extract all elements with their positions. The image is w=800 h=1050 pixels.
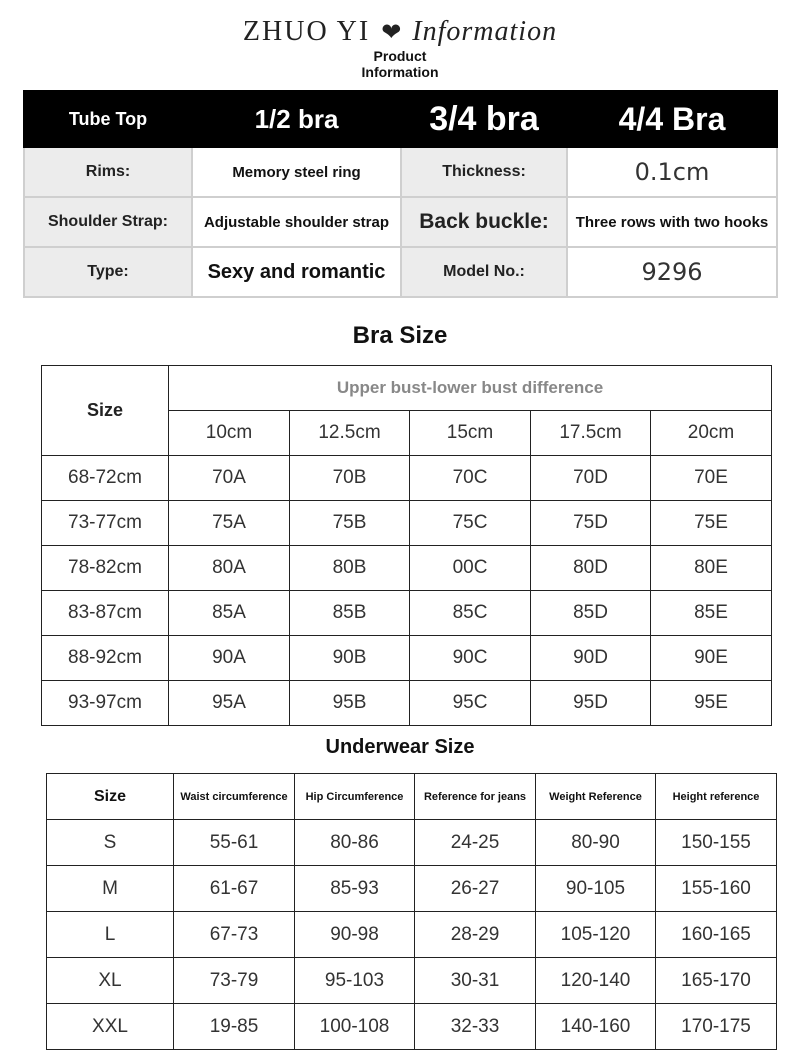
column-header: Hip Circumference [295,774,415,820]
table-cell: 70D [531,456,651,501]
table-row [47,958,777,1004]
table-cell: 95E [651,681,772,726]
table-row [42,636,772,681]
column-header: Size [47,774,174,820]
bra-size-header-row [42,366,772,411]
value-model-no: 9296 [567,247,777,297]
underwear-header-row [47,774,777,820]
table-cell: 85-93 [295,866,415,912]
table-row [42,501,772,546]
row-size: 73-77cm [42,501,169,546]
label-model-no: Model No.: [401,247,567,297]
table-cell: 75E [651,501,772,546]
table-cell: 95B [290,681,410,726]
table-cell: 75D [531,501,651,546]
table-cell: 90A [169,636,290,681]
table-cell: 28-29 [415,912,536,958]
table-cell: 95C [410,681,531,726]
table-cell: 80B [290,546,410,591]
table-cell: 26-27 [415,866,536,912]
row-size: 68-72cm [42,456,169,501]
label-type: Type: [24,247,192,297]
table-cell: 30-31 [415,958,536,1004]
table-cell: S [47,820,174,866]
table-cell: XL [47,958,174,1004]
row-size: 93-97cm [42,681,169,726]
table-row [42,681,772,726]
brand-tagline: Information [412,16,558,47]
table-cell: 90-98 [295,912,415,958]
brand-name: ZHUO YI [242,16,371,47]
table-cell: 70C [410,456,531,501]
table-cell: 155-160 [656,866,777,912]
column-header: 10cm [169,411,290,456]
row-size: 78-82cm [42,546,169,591]
table-cell: 90-105 [536,866,656,912]
table-row [47,912,777,958]
label-rims: Rims: [24,147,192,197]
column-header: 12.5cm [290,411,410,456]
page-subtitle [0,48,800,80]
header-full-bra: 4/4 Bra [567,91,777,147]
table-cell: 61-67 [174,866,295,912]
table-cell: 140-160 [536,1004,656,1050]
product-info-row [24,197,777,247]
product-info-row [24,147,777,197]
table-cell: 70E [651,456,772,501]
table-cell: 100-108 [295,1004,415,1050]
label-shoulder-strap: Shoulder Strap: [24,197,192,247]
table-cell: 85B [290,591,410,636]
table-row [47,820,777,866]
table-row [42,456,772,501]
table-cell: 90B [290,636,410,681]
underwear-size-table [46,773,777,1050]
table-cell: 70B [290,456,410,501]
value-back-buckle: Three rows with two hooks [567,197,777,247]
table-row [42,546,772,591]
table-cell: 120-140 [536,958,656,1004]
table-cell: 75C [410,501,531,546]
table-cell: 90D [531,636,651,681]
table-cell: 80-90 [536,820,656,866]
table-cell: 19-85 [174,1004,295,1050]
bra-size-title: Bra Size [352,322,448,349]
table-cell: 85A [169,591,290,636]
column-header: 20cm [651,411,772,456]
product-info-row [24,247,777,297]
table-cell: 150-155 [656,820,777,866]
table-cell: 95-103 [295,958,415,1004]
label-back-buckle: Back buckle: [401,197,567,247]
underwear-size-title: Underwear Size [325,736,475,758]
table-cell: 95D [531,681,651,726]
table-cell: 170-175 [656,1004,777,1050]
product-info-table [23,90,778,298]
column-header: 15cm [410,411,531,456]
column-header: Reference for jeans [415,774,536,820]
table-cell: 75A [169,501,290,546]
subtitle-line-2: Information [361,64,439,80]
header-three-quarter-bra: 3/4 bra [401,91,567,147]
column-header: 17.5cm [531,411,651,456]
label-thickness: Thickness: [401,147,567,197]
row-size: 88-92cm [42,636,169,681]
table-cell: 80-86 [295,820,415,866]
bra-size-header: Size [42,366,169,456]
table-cell: 85D [531,591,651,636]
bra-size-table [41,365,772,726]
table-cell: L [47,912,174,958]
table-cell: 32-33 [415,1004,536,1050]
table-cell: 80D [531,546,651,591]
table-cell: 75B [290,501,410,546]
table-cell: 165-170 [656,958,777,1004]
table-cell: 105-120 [536,912,656,958]
heart-icon: ❤ [381,18,402,46]
column-header: Waist circumference [174,774,295,820]
column-header: Height reference [656,774,777,820]
value-shoulder-strap: Adjustable shoulder strap [192,197,401,247]
table-cell: 85E [651,591,772,636]
table-cell: 80A [169,546,290,591]
table-cell: 85C [410,591,531,636]
bust-difference-header: Upper bust-lower bust difference [169,366,772,411]
table-cell: 73-79 [174,958,295,1004]
table-cell: 160-165 [656,912,777,958]
brand-header [0,16,800,48]
value-thickness: 0.1cm [567,147,777,197]
column-header: Weight Reference [536,774,656,820]
table-cell: 55-61 [174,820,295,866]
value-rims: Memory steel ring [192,147,401,197]
table-row [42,591,772,636]
table-cell: 90C [410,636,531,681]
value-type: Sexy and romantic [192,247,401,297]
table-cell: 90E [651,636,772,681]
table-cell: 24-25 [415,820,536,866]
table-row [47,866,777,912]
table-row [47,1004,777,1050]
header-half-bra: 1/2 bra [192,91,401,147]
table-cell: 70A [169,456,290,501]
table-cell: XXL [47,1004,174,1050]
product-info-header [24,91,777,147]
row-size: 83-87cm [42,591,169,636]
table-cell: 00C [410,546,531,591]
table-cell: M [47,866,174,912]
subtitle-line-1: Product [373,48,427,64]
table-cell: 95A [169,681,290,726]
table-cell: 80E [651,546,772,591]
table-cell: 67-73 [174,912,295,958]
header-tube-top: Tube Top [24,91,192,147]
